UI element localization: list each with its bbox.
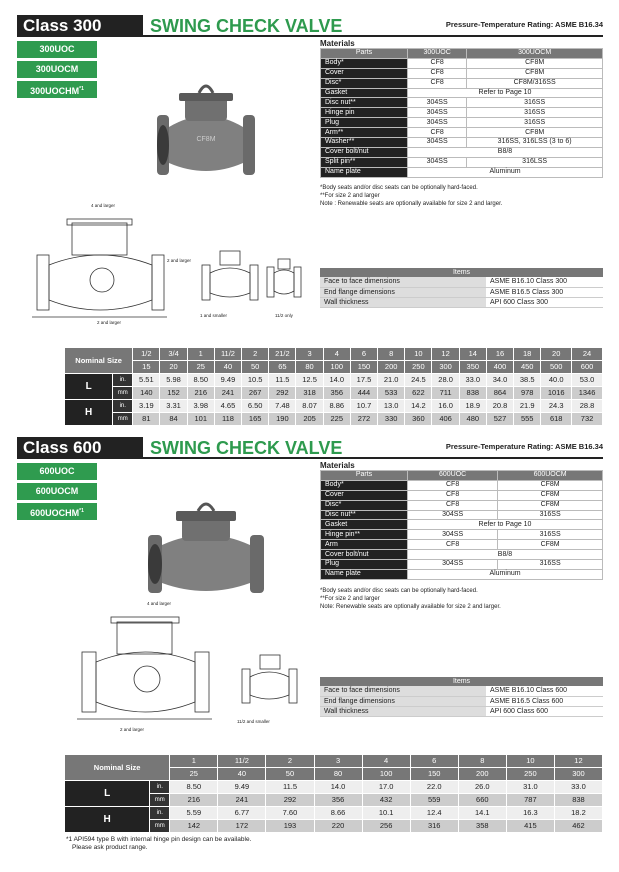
table-cell: 33.0	[459, 374, 486, 387]
table-cell: 11/2	[218, 755, 266, 768]
table-cell: 65	[269, 361, 296, 374]
table-cell: 360	[405, 413, 432, 426]
table-cell: 28.0	[432, 374, 459, 387]
table-cell: 9.49	[214, 374, 241, 387]
table-row: Wall thickness API 600 Class 300	[320, 297, 603, 307]
table-cell: 165	[242, 413, 269, 426]
class300-header	[17, 15, 603, 37]
footnote: *1 API594 type B with internal hinge pin design can be available. Please ask product range.	[66, 836, 252, 851]
table-cell: 142	[170, 820, 218, 833]
table-cell: 40	[214, 361, 241, 374]
cross-section-drawing	[32, 205, 302, 325]
table-cell: 660	[458, 794, 506, 807]
table-row: Plug 304SS 316SS	[321, 560, 603, 570]
items-table: Items Face to face dimensions ASME B16.10 Class 600 End flange dimensions ASME B16.5 Class 600 Wall thickness API 600 Class 600	[320, 677, 603, 717]
materials-table: Parts 600UOC 600UOCM Body* CF8 CF8M Cover CF8 CF8M Disc* CF8 CF8M Disc nut** 304SS 316SS Gasket Refer to Page 10 Hinge pin** 304SS 316SS Arm CF8 CF8M Cover bolt/nut B8/8 Plug 304SS 316SS Name plate Aluminum	[320, 470, 603, 580]
svg-text:CF8M: CF8M	[196, 136, 216, 143]
table-row: End flange dimensions ASME B16.5 Class 600	[320, 696, 603, 706]
table-cell: 292	[266, 794, 314, 807]
table-cell: 200	[458, 768, 506, 781]
table-cell: 18.9	[459, 400, 486, 413]
table-cell: 316	[410, 820, 458, 833]
table-cell: 8.66	[314, 807, 362, 820]
table-cell: 152	[160, 387, 187, 400]
table-cell: 50	[242, 361, 269, 374]
table-cell: 415	[506, 820, 554, 833]
table-cell: 11.5	[266, 781, 314, 794]
table-row	[65, 755, 603, 768]
table-cell: 14	[459, 348, 486, 361]
table-row	[65, 413, 603, 426]
table-cell: 14.2	[405, 400, 432, 413]
table-cell: 356	[323, 387, 350, 400]
table-cell: 2	[266, 755, 314, 768]
table-row: Arm CF8 CF8M	[321, 540, 603, 550]
table-cell: in.	[150, 781, 170, 794]
table-row: Washer** 304SS 316SS, 316LSS (3 to 6)	[321, 138, 603, 148]
rating: Pressure-Temperature Rating: ASME B16.34	[445, 442, 603, 451]
table-cell: 1	[170, 755, 218, 768]
table-cell: 1	[187, 348, 214, 361]
table-cell: 622	[405, 387, 432, 400]
table-row	[65, 374, 603, 387]
table-row: Wall thickness API 600 Class 600	[320, 706, 603, 716]
class-label: Class 600	[17, 437, 143, 459]
table-cell: 4.65	[214, 400, 241, 413]
table-cell: 256	[362, 820, 410, 833]
table-cell: 10	[405, 348, 432, 361]
drawing-label: 11/2 only	[275, 313, 293, 318]
table-cell: 190	[269, 413, 296, 426]
table-cell: 711	[432, 387, 459, 400]
table-row: Split pin** 304SS 316LSS	[321, 157, 603, 167]
table-header: Nominal Size	[65, 755, 170, 781]
table-cell: 5.98	[160, 374, 187, 387]
table-header: H	[65, 807, 150, 833]
table-cell: 12	[432, 348, 459, 361]
table-row: Disc nut** 304SS 316SS	[321, 510, 603, 520]
table-cell: 14.1	[458, 807, 506, 820]
table-cell: 241	[214, 387, 241, 400]
table-cell: 18.2	[554, 807, 602, 820]
model-tag: 300UOCHM$^{*1}$	[17, 81, 97, 98]
table-cell: 5.59	[170, 807, 218, 820]
table-cell: 6	[350, 348, 377, 361]
table-row: Hinge pin 304SS 316SS	[321, 108, 603, 118]
table-cell: 81	[133, 413, 160, 426]
cross-section-drawing	[77, 607, 307, 727]
table-cell: 14.0	[323, 374, 350, 387]
model-tag: 600UOCHM$^{*1}$	[17, 503, 97, 520]
table-cell: 3.19	[133, 400, 160, 413]
table-cell: 356	[314, 794, 362, 807]
notes: *Body seats and/or disc seats can be optionally hard-faced. **For size 2 and larger Note: Renewable seats are optionally available for size 2 and larger.	[320, 588, 501, 610]
table-cell: 267	[242, 387, 269, 400]
table-cell: 24.5	[405, 374, 432, 387]
table-cell: 12	[554, 755, 602, 768]
table-row: Cover CF8 CF8M	[321, 490, 603, 500]
table-row: Hinge pin** 304SS 316SS	[321, 530, 603, 540]
table-cell: 15	[133, 361, 160, 374]
table-row: Plug 304SS 316SS	[321, 118, 603, 128]
table-cell: 3/4	[160, 348, 187, 361]
table-cell: 220	[314, 820, 362, 833]
table-cell: 31.0	[506, 781, 554, 794]
table-cell: 225	[323, 413, 350, 426]
table-cell: 12.5	[296, 374, 323, 387]
table-cell: 25	[187, 361, 214, 374]
table-cell: 13.0	[378, 400, 405, 413]
table-cell: 80	[296, 361, 323, 374]
table-cell: 600	[572, 361, 603, 374]
materials-title: Materials	[320, 39, 355, 48]
table-cell: 978	[514, 387, 541, 400]
table-cell: 18	[514, 348, 541, 361]
table-cell: 53.0	[572, 374, 603, 387]
table-cell: 26.0	[458, 781, 506, 794]
table-cell: 216	[187, 387, 214, 400]
class600-header	[17, 437, 603, 459]
model-tag: 300UOCM	[17, 61, 97, 78]
table-row	[65, 781, 603, 794]
table-row: Disc* CF8 CF8M	[321, 500, 603, 510]
table-cell: 24	[572, 348, 603, 361]
table-cell: 40	[218, 768, 266, 781]
valve-photo	[142, 495, 272, 600]
table-row: Disc nut** 304SS 316SS	[321, 98, 603, 108]
table-cell: 480	[459, 413, 486, 426]
table-cell: 22.0	[410, 781, 458, 794]
table-cell: 20	[160, 361, 187, 374]
drawing-label: 4 and larger	[91, 203, 116, 208]
table-row: Body* CF8 CF8M	[321, 58, 603, 68]
table-cell: 140	[133, 387, 160, 400]
table-cell: 16.0	[432, 400, 459, 413]
table-cell: 17.0	[362, 781, 410, 794]
table-cell: 10.1	[362, 807, 410, 820]
table-cell: 205	[296, 413, 323, 426]
table-cell: 462	[554, 820, 602, 833]
table-row: Gasket Refer to Page 10	[321, 88, 603, 98]
page-title: SWING CHECK VALVE	[150, 438, 343, 458]
table-cell: 8	[458, 755, 506, 768]
table-cell: 216	[170, 794, 218, 807]
table-cell: 200	[378, 361, 405, 374]
table-cell: 9.49	[218, 781, 266, 794]
valve-photo	[147, 75, 265, 185]
table-cell: 527	[486, 413, 513, 426]
dimension-table	[64, 754, 603, 833]
table-cell: 450	[514, 361, 541, 374]
table-row: End flange dimensions ASME B16.5 Class 300	[320, 287, 603, 297]
dimension-table	[64, 347, 603, 426]
table-row: Disc* CF8 CF8M/316SS	[321, 78, 603, 88]
table-cell: 787	[506, 794, 554, 807]
table-cell: 1346	[572, 387, 603, 400]
table-cell: 3	[296, 348, 323, 361]
table-row: Face to face dimensions ASME B16.10 Class 300	[320, 277, 603, 287]
table-row: Face to face dimensions ASME B16.10 Class 600	[320, 686, 603, 696]
table-cell: 350	[459, 361, 486, 374]
table-cell: 24.3	[541, 400, 572, 413]
table-cell: 318	[296, 387, 323, 400]
table-cell: 150	[410, 768, 458, 781]
table-cell: 559	[410, 794, 458, 807]
table-cell: 8.50	[170, 781, 218, 794]
table-row	[65, 387, 603, 400]
table-cell: 8.50	[187, 374, 214, 387]
table-cell: 300	[432, 361, 459, 374]
table-row: Cover bolt/nut B8/8	[321, 550, 603, 560]
table-header: L	[65, 374, 113, 400]
table-cell: 250	[506, 768, 554, 781]
table-cell: 292	[269, 387, 296, 400]
table-cell: in.	[113, 400, 133, 413]
table-cell: 500	[541, 361, 572, 374]
table-cell: 11/2	[214, 348, 241, 361]
table-cell: 84	[160, 413, 187, 426]
table-cell: 10.7	[350, 400, 377, 413]
drawing-label: 4 and larger	[147, 601, 172, 606]
table-cell: 172	[218, 820, 266, 833]
class600-section	[17, 437, 603, 872]
table-cell: 444	[350, 387, 377, 400]
table-cell: 40.0	[541, 374, 572, 387]
table-header: L	[65, 781, 150, 807]
table-row: Gasket Refer to Page 10	[321, 520, 603, 530]
table-cell: 3.31	[160, 400, 187, 413]
table-cell: 25	[170, 768, 218, 781]
table-cell: 300	[554, 768, 602, 781]
page-title: SWING CHECK VALVE	[150, 16, 343, 36]
table-cell: 8.86	[323, 400, 350, 413]
drawing-label: 2 and larger	[97, 320, 122, 325]
table-cell: mm	[113, 413, 133, 426]
table-cell: 4	[323, 348, 350, 361]
table-cell: 2	[242, 348, 269, 361]
table-cell: 400	[486, 361, 513, 374]
table-cell: 555	[514, 413, 541, 426]
model-list	[17, 41, 97, 101]
table-cell: 100	[323, 361, 350, 374]
drawing-label: 1 and smaller	[200, 313, 228, 318]
table-cell: 38.5	[514, 374, 541, 387]
class300-section	[17, 15, 603, 435]
items-table: Items Face to face dimensions ASME B16.10 Class 300 End flange dimensions ASME B16.5 Class 300 Wall thickness API 600 Class 300	[320, 268, 603, 308]
table-cell: 5.51	[133, 374, 160, 387]
table-cell: 1016	[541, 387, 572, 400]
table-row: Cover CF8 CF8M	[321, 68, 603, 78]
table-cell: 21/2	[269, 348, 296, 361]
table-cell: 12.4	[410, 807, 458, 820]
table-row: Arm** CF8 CF8M	[321, 128, 603, 138]
table-cell: 7.60	[266, 807, 314, 820]
table-row: Name plate Aluminum	[321, 569, 603, 579]
table-cell: 406	[432, 413, 459, 426]
notes: *Body seats and/or disc seats can be optionally hard-faced. **For size 2 and larger Note : Renewable seats are optionally available for size 2 and larger.	[320, 185, 503, 207]
table-cell: in.	[150, 807, 170, 820]
table-cell: 838	[459, 387, 486, 400]
table-cell: 16	[486, 348, 513, 361]
table-cell: 80	[314, 768, 362, 781]
table-cell: 8.07	[296, 400, 323, 413]
table-cell: 16.3	[506, 807, 554, 820]
table-cell: 150	[350, 361, 377, 374]
table-cell: mm	[150, 794, 170, 807]
table-cell: 6.77	[218, 807, 266, 820]
table-cell: 10.5	[242, 374, 269, 387]
table-row: Name plate Aluminum	[321, 167, 603, 177]
materials-table: Parts 300UOC 300UOCM Body* CF8 CF8M Cover CF8 CF8M Disc* CF8 CF8M/316SS Gasket Refer to Page 10 Disc nut** 304SS 316SS Hinge pin 304SS 316SS Plug 304SS 316SS Arm** CF8 CF8M Washer** 304SS 316SS, 316LSS (3 to 6) Cover bolt/nut B8/8 Split pin** 304SS 316LSS Name plate Aluminum	[320, 48, 603, 178]
table-cell: 241	[218, 794, 266, 807]
table-cell: 193	[266, 820, 314, 833]
table-cell: 11.5	[269, 374, 296, 387]
table-row	[65, 400, 603, 413]
table-cell: mm	[113, 387, 133, 400]
table-cell: 4	[362, 755, 410, 768]
table-cell: 10	[506, 755, 554, 768]
table-cell: in.	[113, 374, 133, 387]
drawing-label: 2 and larger	[167, 258, 192, 263]
model-tag: 300UOC	[17, 41, 97, 58]
table-cell: 6	[410, 755, 458, 768]
table-cell: 20	[541, 348, 572, 361]
class-label: Class 300	[17, 15, 143, 37]
table-row	[65, 361, 603, 374]
table-cell: 618	[541, 413, 572, 426]
table-cell: 533	[378, 387, 405, 400]
table-cell: 14.0	[314, 781, 362, 794]
table-cell: 7.48	[269, 400, 296, 413]
table-header: Nominal Size	[65, 348, 133, 374]
drawing-label: 11/2 and smaller	[237, 719, 270, 724]
table-cell: 6.50	[242, 400, 269, 413]
table-cell: 432	[362, 794, 410, 807]
materials-title: Materials	[320, 461, 355, 470]
table-cell: 100	[362, 768, 410, 781]
table-cell: 21.0	[378, 374, 405, 387]
table-cell: 118	[214, 413, 241, 426]
table-row: Cover bolt/nut B8/8	[321, 147, 603, 157]
table-cell: 838	[554, 794, 602, 807]
model-tag: 600UOC	[17, 463, 97, 480]
table-cell: 17.5	[350, 374, 377, 387]
table-cell: 358	[458, 820, 506, 833]
table-cell: 21.9	[514, 400, 541, 413]
table-header: H	[65, 400, 113, 426]
table-cell: 33.0	[554, 781, 602, 794]
model-list	[17, 463, 97, 523]
table-cell: 101	[187, 413, 214, 426]
table-cell: 732	[572, 413, 603, 426]
table-cell: mm	[150, 820, 170, 833]
table-cell: 1/2	[133, 348, 160, 361]
table-cell: 3	[314, 755, 362, 768]
table-row: Body* CF8 CF8M	[321, 480, 603, 490]
drawing-label: 2 and larger	[120, 727, 145, 732]
model-tag: 600UOCM	[17, 483, 97, 500]
table-cell: 864	[486, 387, 513, 400]
table-row	[65, 807, 603, 820]
table-cell: 20.8	[486, 400, 513, 413]
table-cell: 34.0	[486, 374, 513, 387]
table-cell: 330	[378, 413, 405, 426]
table-cell: 3.98	[187, 400, 214, 413]
table-row	[65, 348, 603, 361]
table-cell: 28.8	[572, 400, 603, 413]
table-cell: 50	[266, 768, 314, 781]
table-cell: 250	[405, 361, 432, 374]
table-cell: 272	[350, 413, 377, 426]
table-cell: 8	[378, 348, 405, 361]
rating: Pressure-Temperature Rating: ASME B16.34	[445, 20, 603, 29]
